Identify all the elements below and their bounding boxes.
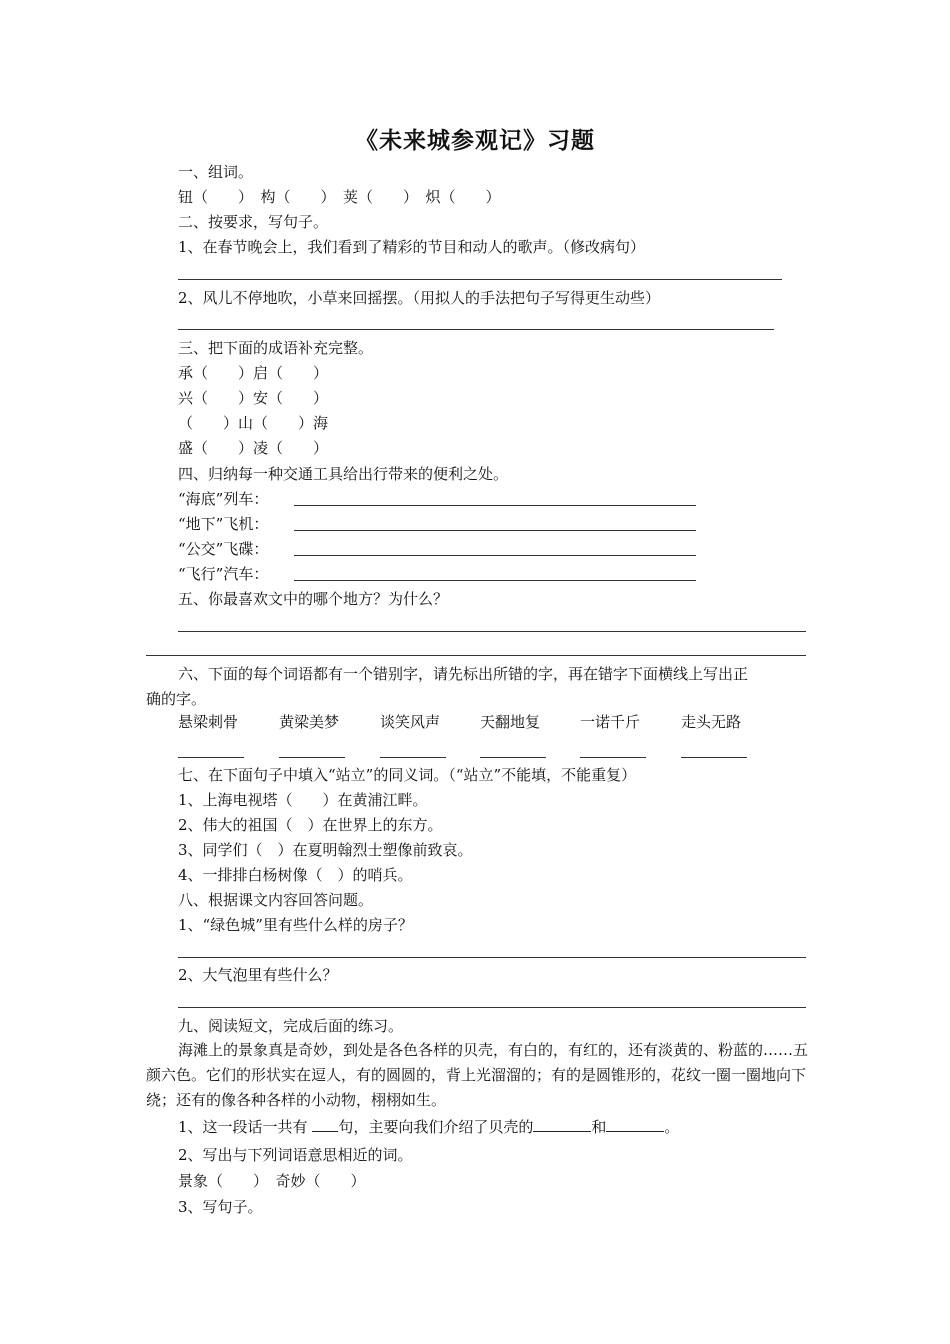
reading-passage: 海滩上的景象真是奇妙，到处是各色各样的贝壳，有白的，有红的，还有淡黄的、粉蓝的……五颜六色。它们的形状实在逗人，有的圆圆的，背上光溜溜的；有的是圆锥形的，花纹一圈一圈地向下绕；还有的像各种各样的小动物，栩栩如生。 — [146, 1041, 809, 1109]
transport-item: “公交”飞碟： — [178, 540, 269, 558]
transport-item: “海底”列车： — [178, 490, 269, 508]
answer-line — [294, 505, 696, 506]
typo-word: 一诺千斤 — [580, 713, 641, 731]
question-text: 1、这一段话一共有 — [178, 1118, 313, 1136]
idiom-item: 承（ ）启（ ） — [178, 364, 329, 382]
answer-blank — [606, 1117, 664, 1132]
section-4-heading: 四、归纳每一种交通工具给出行带来的便利之处。 — [178, 465, 509, 483]
section-1-heading: 一、组词。 — [178, 163, 254, 181]
typo-word: 天翻地复 — [480, 713, 541, 731]
section-2-question-1: 1、在春节晚会上，我们看到了精彩的节目和动人的歌声。（修改病句） — [178, 238, 646, 256]
section-1-words: 钮（ ） 构（ ） 荚（ ） 炽（ ） — [178, 188, 501, 206]
section-7-heading: 七、在下面句子中填入“站立”的同义词。（“站立”不能填，不能重复） — [178, 766, 637, 784]
answer-line — [146, 655, 806, 656]
answer-line — [178, 1007, 806, 1008]
synonym-words: 景象（ ） 奇妙（ ） — [178, 1172, 366, 1190]
section-6-heading-cont: 确的字。 — [146, 690, 207, 708]
answer-line — [178, 957, 806, 958]
section-8-question-1: 1、“绿色城”里有些什么样的房子？ — [178, 916, 413, 934]
section-9-question-1 — [178, 1117, 679, 1137]
section-9-heading: 九、阅读短文，完成后面的练习。 — [178, 1017, 404, 1035]
idiom-item: 兴（ ）安（ ） — [178, 389, 329, 407]
typo-word: 悬梁刺骨 — [178, 713, 239, 731]
synonym-sentence: 2、伟大的祖国（ ）在世界上的东方。 — [178, 816, 443, 834]
typo-word: 走头无路 — [681, 713, 742, 731]
idiom-item: （ ）山（ ）海 — [178, 414, 329, 432]
question-text: 。 — [664, 1118, 680, 1136]
section-9-question-2: 2、写出与下列词语意思相近的词。 — [178, 1146, 413, 1164]
section-2-question-2: 2、风儿不停地吹，小草来回摇摆。（用拟人的手法把句子写得更生动些） — [178, 289, 661, 307]
question-text: 句，主要向我们介绍了贝壳的 — [338, 1118, 534, 1136]
section-9-question-3: 3、写句子。 — [178, 1198, 263, 1216]
answer-line — [178, 631, 806, 632]
transport-item: “飞行”汽车： — [178, 565, 269, 583]
synonym-sentence: 3、同学们（ ）在夏明翰烈士塑像前致哀。 — [178, 841, 473, 859]
answer-line — [294, 555, 696, 556]
answer-line — [480, 757, 546, 758]
answer-line — [178, 279, 782, 280]
answer-line — [294, 530, 696, 531]
answer-line — [380, 757, 446, 758]
section-2-heading: 二、按要求，写句子。 — [178, 213, 329, 231]
section-3-heading: 三、把下面的成语补充完整。 — [178, 339, 374, 357]
idiom-item: 盛（ ）凌（ ） — [178, 439, 329, 457]
section-6-heading: 六、下面的每个词语都有一个错别字，请先标出所错的字，再在错字下面横线上写出正 — [178, 665, 749, 683]
section-8-question-2: 2、大气泡里有些什么？ — [178, 966, 338, 984]
answer-line — [178, 757, 244, 758]
typo-word: 黄梁美梦 — [279, 713, 340, 731]
answer-line — [294, 580, 696, 581]
typo-word: 谈笑风声 — [380, 713, 441, 731]
question-text: 和 — [591, 1118, 607, 1136]
answer-blank — [533, 1117, 591, 1132]
section-5-heading: 五、你最喜欢文中的哪个地方？为什么？ — [178, 590, 449, 608]
transport-item: “地下”飞机： — [178, 515, 269, 533]
answer-line — [279, 757, 345, 758]
answer-blank — [312, 1117, 338, 1132]
synonym-sentence: 1、上海电视塔（ ）在黄浦江畔。 — [178, 791, 428, 809]
answer-line — [580, 757, 646, 758]
answer-line — [681, 757, 747, 758]
synonym-sentence: 4、一排排白杨树像（ ）的哨兵。 — [178, 866, 413, 884]
page-title: 《未来城参观记》习题 — [355, 127, 595, 154]
section-8-heading: 八、根据课文内容回答问题。 — [178, 891, 374, 909]
answer-line — [178, 329, 774, 330]
